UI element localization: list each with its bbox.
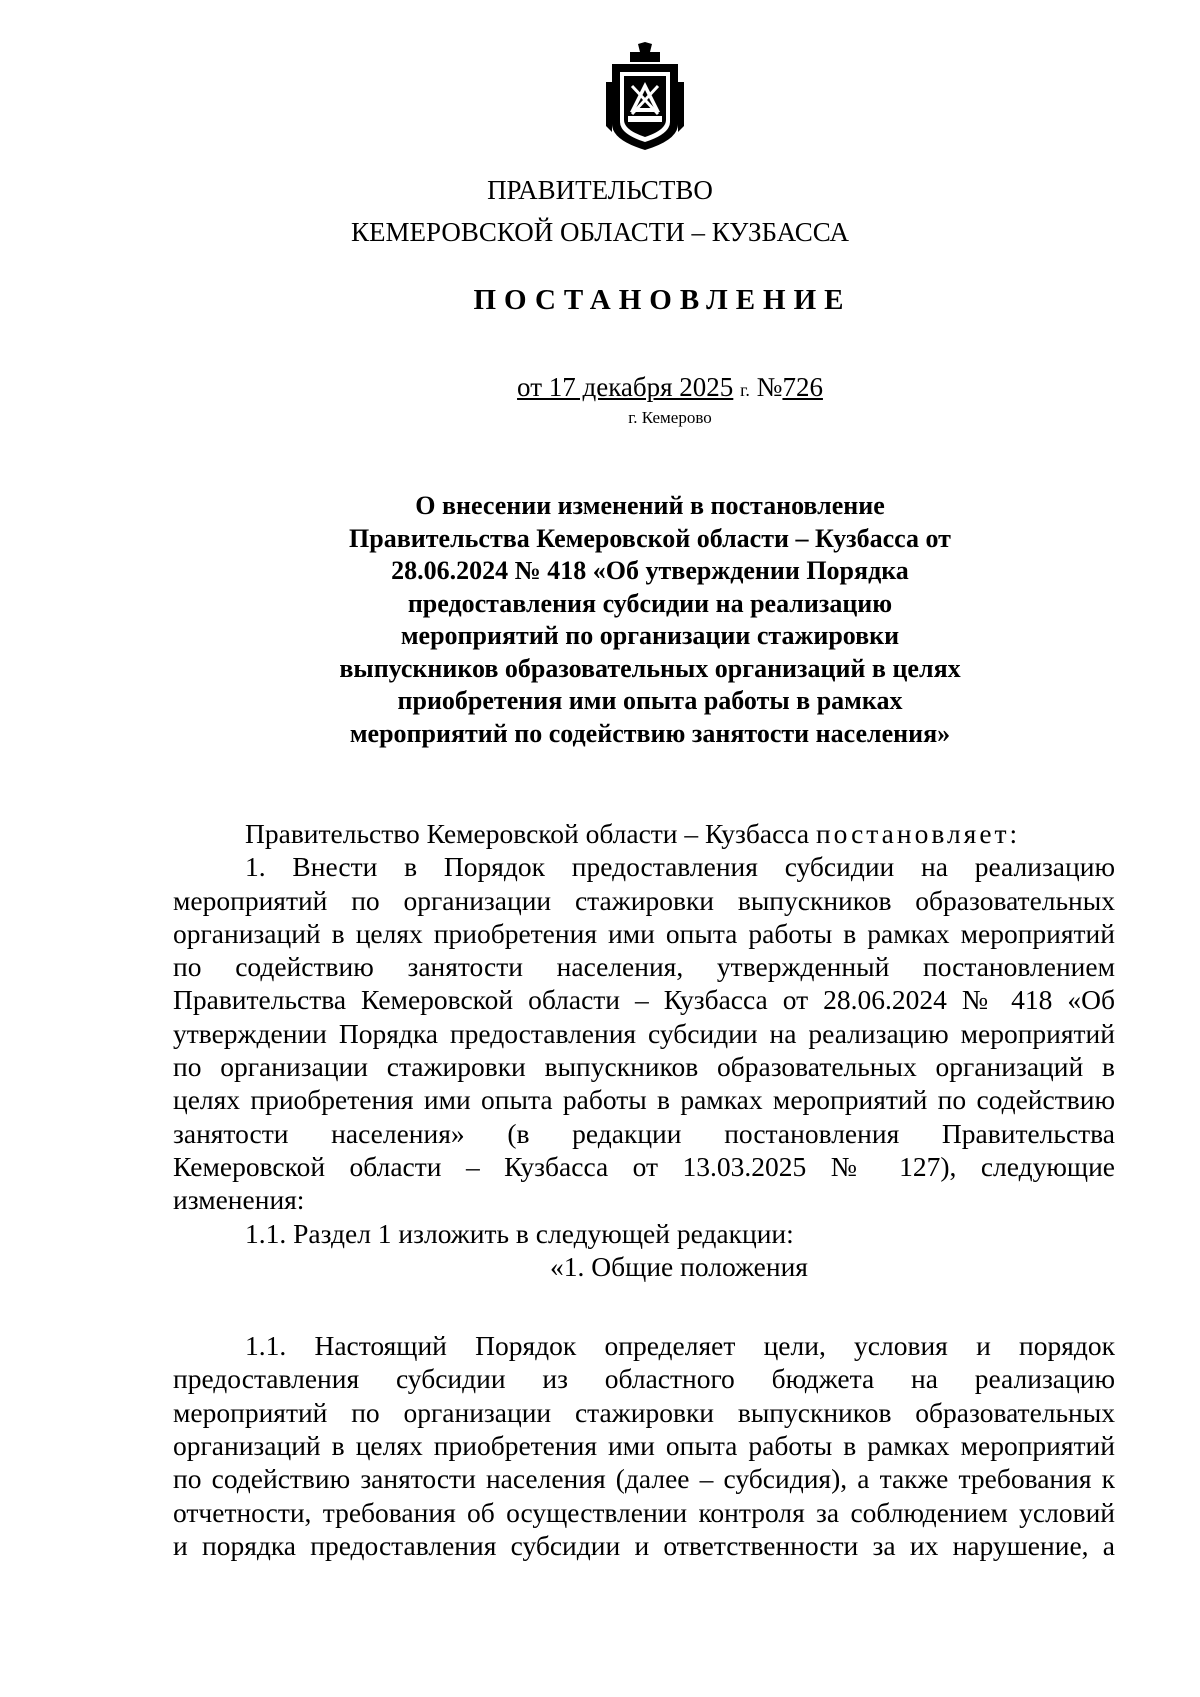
- intro-text: Правительство Кемеровской области – Кузбасса: [245, 818, 816, 849]
- paragraph-line: по организации стажировки выпускников образовательных организаций в: [173, 1051, 1115, 1083]
- document-date: от 17 декабря 2025: [517, 372, 734, 402]
- paragraph-line: и порядка предоставления субсидии и ответственности за их нарушение, а: [173, 1529, 1115, 1561]
- government-name-line1: ПРАВИТЕЛЬСТВО: [487, 175, 713, 205]
- date-number-line: [0, 372, 1200, 403]
- title-line: мероприятий по содействию занятости населения»: [349, 718, 951, 748]
- paragraph-line: изменения:: [173, 1184, 305, 1216]
- paragraph-line: по содействию занятости населения (далее – субсидия), а также требования к: [173, 1463, 1115, 1495]
- paragraph-line: мероприятий по организации стажировки выпускников образовательных: [173, 1396, 1115, 1428]
- number-sign: №: [756, 372, 783, 402]
- title-line: мероприятий по организации стажировки: [400, 621, 900, 650]
- paragraph-line: организаций в целях приобретения ими опыта работы в рамках мероприятий: [173, 1430, 1115, 1462]
- paragraph-line: Правительства Кемеровской области – Кузбасса от 28.06.2024 № 418 «Об: [173, 984, 1115, 1016]
- government-name-line2: КЕМЕРОВСКОЙ ОБЛАСТИ – КУЗБАССА: [351, 217, 849, 247]
- paragraph-line: предоставления субсидии из областного бюджета на реализацию: [173, 1363, 1115, 1395]
- paragraph-line: организаций в целях приобретения ими опыта работы в рамках мероприятий: [173, 917, 1115, 949]
- title-line: 28.06.2024 № 418 «Об утверждении Порядка: [391, 556, 909, 585]
- intro-spaced-word: постановляет:: [815, 818, 1021, 849]
- paragraph-line: занятости населения» (в редакции постановления Правительства: [173, 1117, 1115, 1149]
- section-heading: «1. Общие положения: [550, 1250, 808, 1282]
- title-line: приобретения ими опыта работы в рамках: [397, 686, 903, 715]
- resolution-intro: [173, 817, 1115, 850]
- title-line: Правительства Кемеровской области – Кузбасса от: [349, 523, 951, 553]
- paragraph-line: по содействию занятости населения, утвержденный постановлением: [173, 951, 1115, 983]
- paragraph-line: 1. Внести в Порядок предоставления субсидии на реализацию: [245, 851, 1115, 883]
- document-body: [173, 817, 1115, 1562]
- city-name: г. Кемерово: [628, 408, 712, 427]
- paragraph-line: Кемеровской области – Кузбасса от 13.03.2025 № 127), следующие: [173, 1150, 1115, 1182]
- coat-of-arms-icon: [600, 42, 690, 152]
- paragraph-line: отчетности, требования об осуществлении контроля за соблюдением условий: [173, 1496, 1115, 1528]
- paragraph-line: утверждении Порядка предоставления субсидии на реализацию мероприятий: [173, 1017, 1115, 1049]
- paragraph-line: 1.1. Настоящий Порядок определяет цели, условия и порядок: [245, 1330, 1115, 1362]
- spacer: [173, 1283, 1115, 1329]
- title-line: предоставления субсидии на реализацию: [407, 588, 893, 618]
- paragraph-line: мероприятий по организации стажировки выпускников образовательных: [173, 884, 1115, 916]
- title-line: выпускников образовательных организаций в целях: [339, 653, 961, 683]
- document-type: ПОСТАНОВЛЕНИЕ: [473, 284, 852, 316]
- paragraph-line: целях приобретения ими опыта работы в рамках мероприятий по содействию: [173, 1084, 1115, 1116]
- subparagraph-1-1: 1.1. Раздел 1 изложить в следующей редакции:: [245, 1217, 794, 1249]
- year-suffix: г.: [740, 380, 750, 400]
- document-number: 726: [782, 372, 823, 402]
- document-title: [290, 490, 1010, 750]
- title-line: О внесении изменений в постановление: [415, 491, 885, 520]
